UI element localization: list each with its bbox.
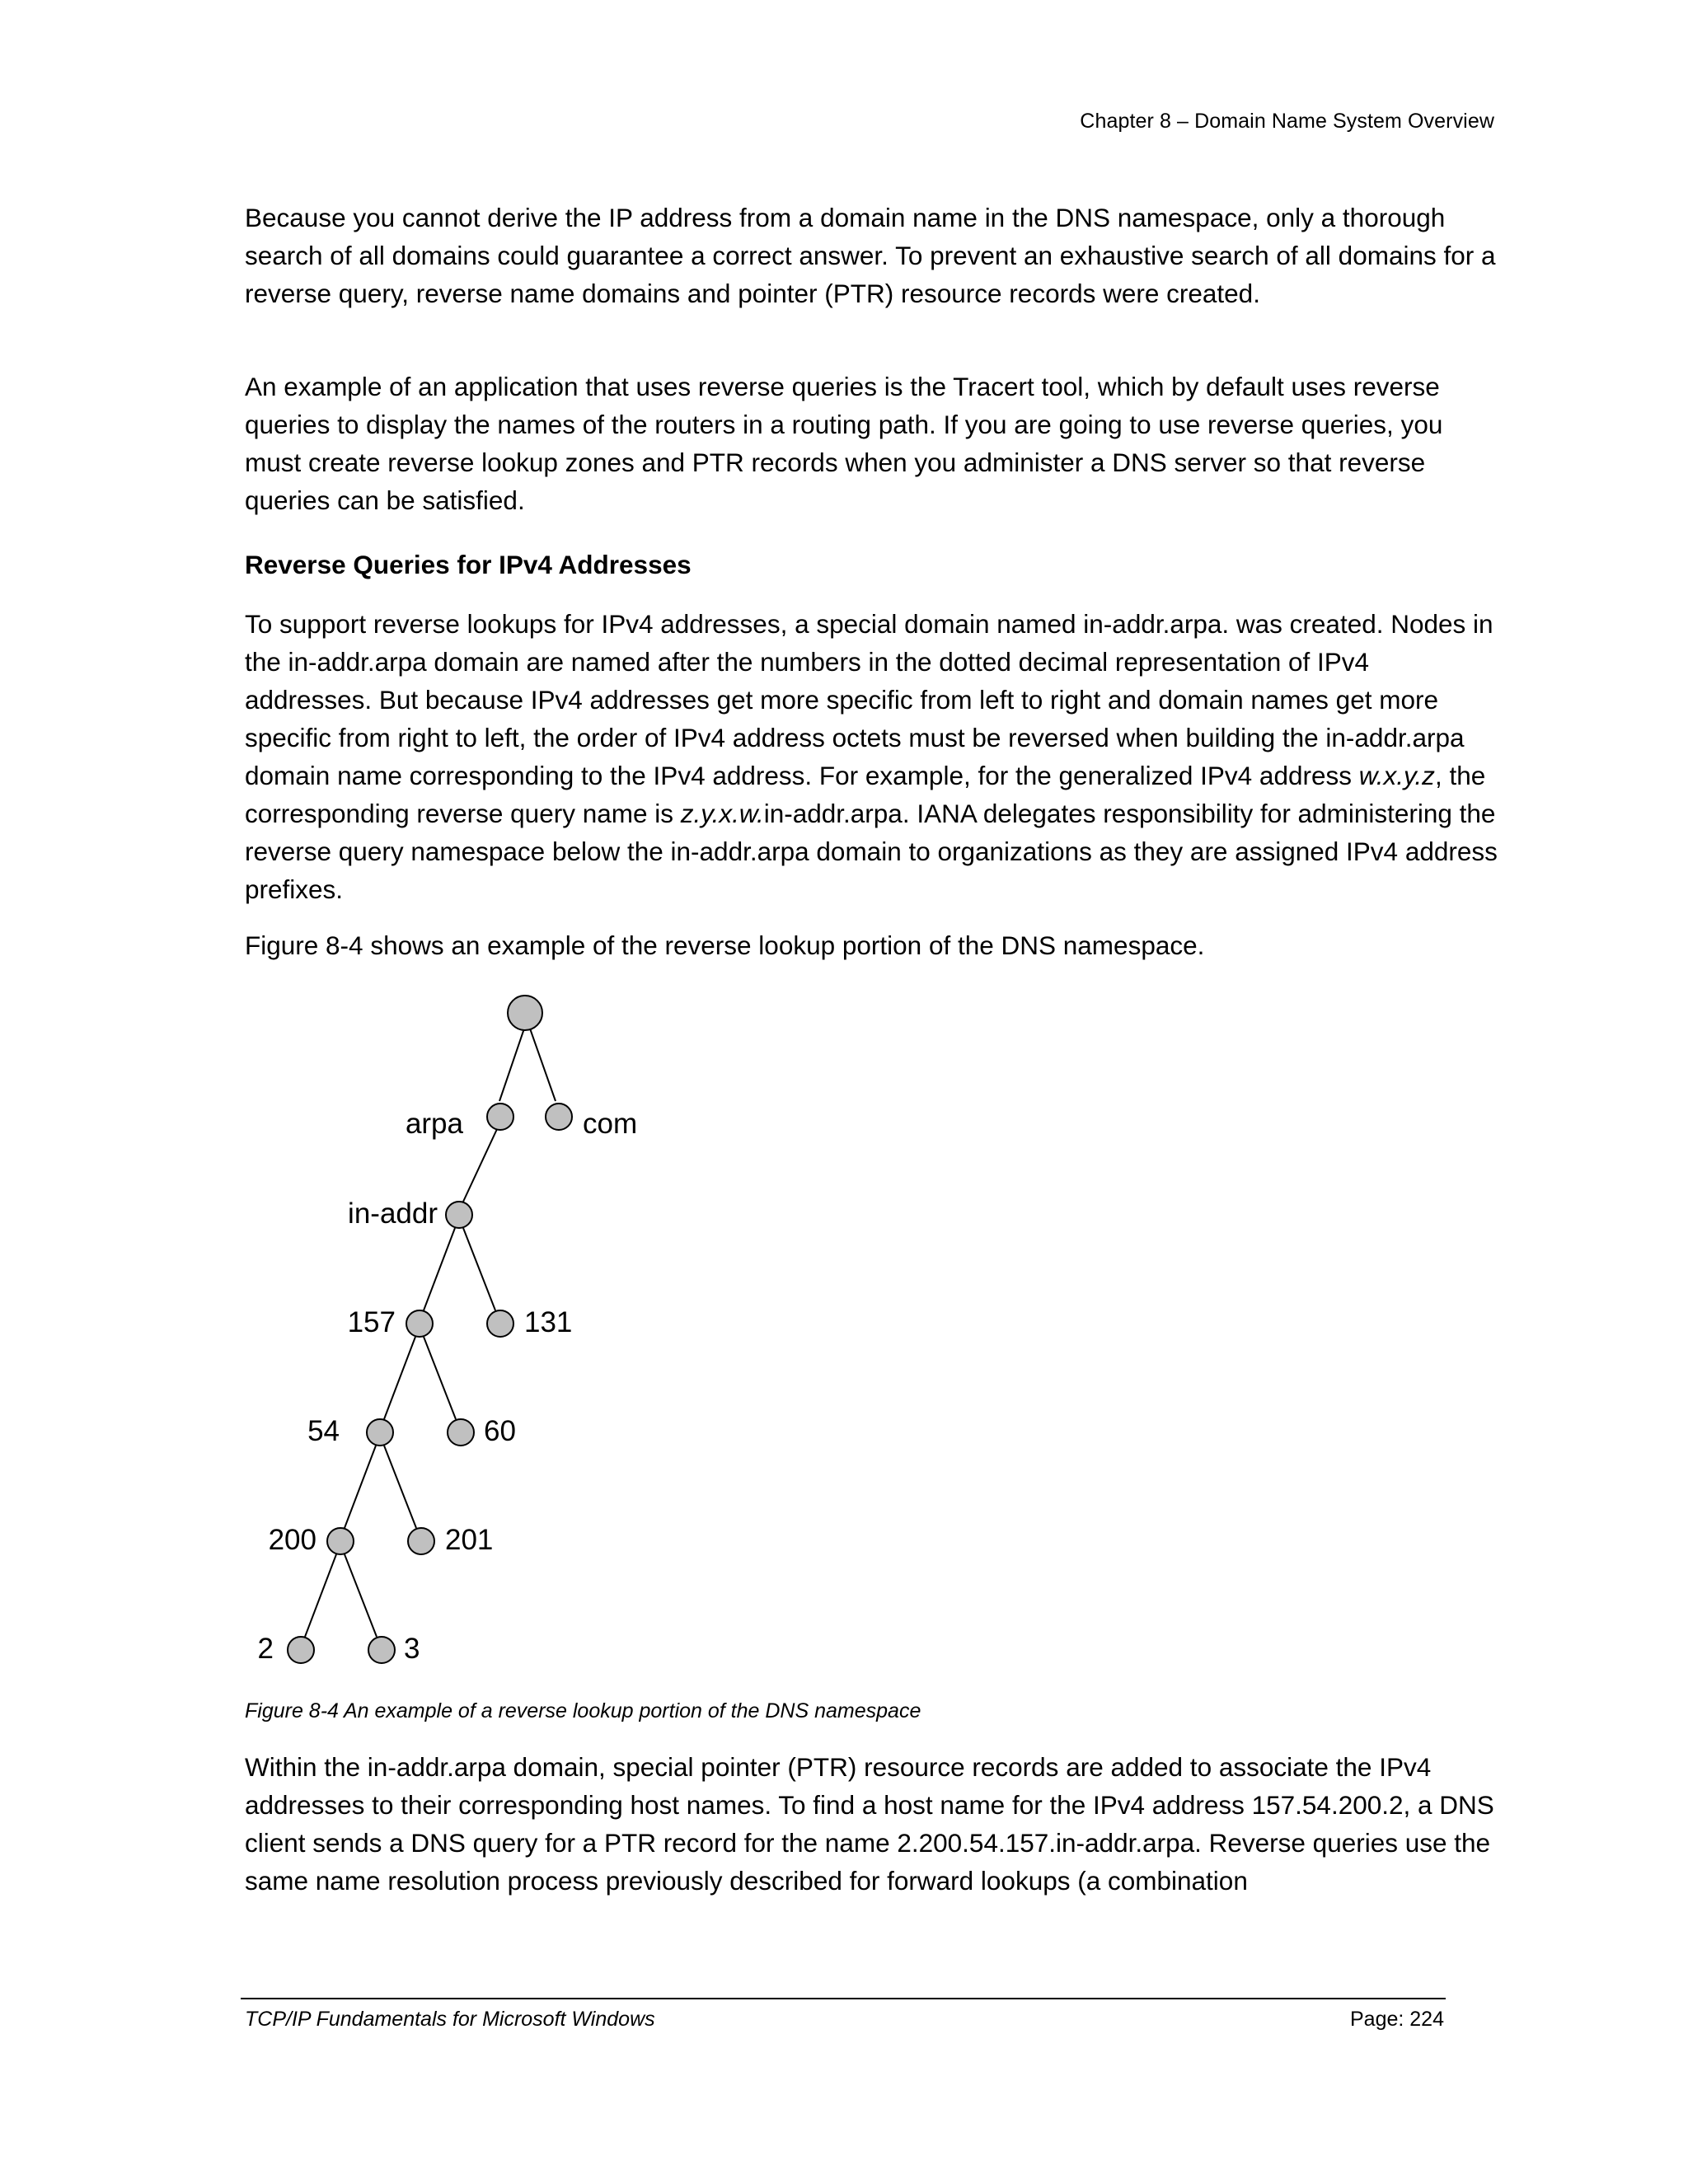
label-in-addr: in-addr	[348, 1197, 438, 1230]
label-2: 2	[257, 1633, 274, 1665]
paragraph-4: Figure 8-4 shows an example of the reverse lookup portion of the DNS namespace.	[245, 930, 1205, 960]
node-200	[327, 1528, 354, 1554]
footer-book-title: TCP/IP Fundamentals for Microsoft Windows	[245, 2008, 655, 2031]
running-header: Chapter 8 – Domain Name System Overview	[1080, 110, 1494, 133]
edge-inaddr-157	[424, 1228, 455, 1310]
paragraph-3-text-c: in-addr.arpa. IANA delegates responsibility for administering the reverse query namespace below the in-addr.arpa domain to organizations as they are assigned IPv4 address prefixes.	[245, 799, 1498, 904]
edge-root-arpa	[499, 1029, 524, 1101]
node-com	[546, 1104, 572, 1130]
label-131: 131	[524, 1306, 573, 1338]
edge-root-com	[530, 1029, 556, 1101]
root-node	[508, 996, 542, 1030]
node-in-addr	[446, 1202, 472, 1228]
label-60: 60	[484, 1415, 516, 1447]
label-54: 54	[307, 1415, 340, 1447]
node-131	[487, 1310, 513, 1337]
paragraph-3-text-b: , the corresponding reverse query name is	[245, 761, 1486, 828]
node-2	[288, 1637, 314, 1663]
edge-200-2	[305, 1554, 336, 1637]
label-com: com	[583, 1108, 638, 1140]
node-60	[448, 1419, 474, 1446]
reverse-query-prefix: z.y.x.w.	[680, 799, 764, 828]
edge-54-201	[384, 1446, 416, 1528]
generalized-address: w.x.y.z	[1358, 761, 1435, 790]
node-54	[367, 1419, 393, 1446]
edge-200-3	[345, 1554, 377, 1637]
label-201: 201	[445, 1524, 494, 1556]
edge-inaddr-131	[463, 1228, 495, 1310]
node-157	[406, 1310, 433, 1337]
paragraph-2: An example of an application that uses reverse queries is the Tracert tool, which by default uses reverse queries to display the names of the routers in a routing path. If you are going to use reverse queries, you must create reverse lookup zones and PTR records when you administer a DNS server so that reverse queries can be satisfied.	[245, 372, 1443, 515]
figure-caption: Figure 8-4 An example of a reverse lookup portion of the DNS namespace	[245, 1699, 921, 1722]
footer-divider	[241, 1998, 1446, 1999]
label-arpa: arpa	[405, 1108, 463, 1140]
footer-page-number: Page: 224	[1350, 2008, 1444, 2031]
edge-157-54	[384, 1337, 415, 1419]
label-157: 157	[347, 1306, 396, 1338]
node-arpa	[487, 1104, 513, 1130]
label-200: 200	[268, 1524, 316, 1556]
edge-arpa-inaddr	[463, 1129, 497, 1202]
edge-54-200	[345, 1446, 376, 1528]
paragraph-1: Because you cannot derive the IP address from a domain name in the DNS namespace, only a thorough search of all domains could guarantee a correct answer. To prevent an exhaustive search of all domains for a reverse query, reverse name domains and pointer (PTR) resource records were created.	[245, 203, 1496, 308]
paragraph-3-text-a: To support reverse lookups for IPv4 addresses, a special domain named in-addr.arpa. was created. Nodes in the in-addr.arpa domain are named after the numbers in the dotted decimal representation of IPv4 addresses. But because IPv4 addresses get more specific from left to right and domain names get more specific from right to left, the order of IPv4 address octets must be reversed when building the in-addr.arpa domain name corresponding to the IPv4 address. For example, for the generalized IPv4 address	[245, 609, 1493, 790]
node-201	[408, 1528, 434, 1554]
edge-157-60	[424, 1337, 456, 1419]
label-3: 3	[404, 1633, 420, 1665]
node-3	[368, 1637, 395, 1663]
paragraph-5: Within the in-addr.arpa domain, special pointer (PTR) resource records are added to associate the IPv4 addresses to their corresponding host names. To find a host name for the IPv4 address 157.54.200.2, a DNS client sends a DNS query for a PTR record for the name 2.200.54.157.in-addr.arpa. Reverse queries use the same name resolution process previously described for forward lookups (a combination	[245, 1752, 1494, 1896]
section-heading: Reverse Queries for IPv4 Addresses	[245, 550, 692, 579]
